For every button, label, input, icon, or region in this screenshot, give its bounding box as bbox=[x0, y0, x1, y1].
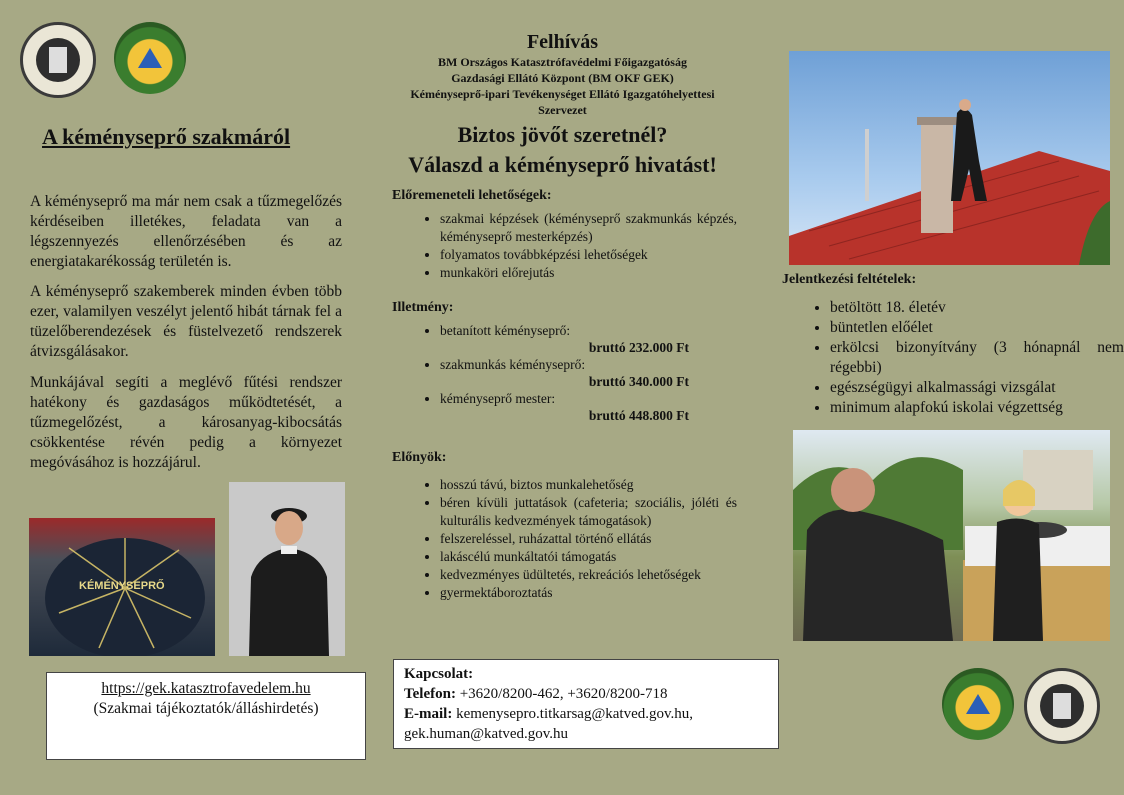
website-box bbox=[46, 672, 366, 760]
contact-box bbox=[393, 659, 779, 749]
salary-section bbox=[392, 300, 737, 424]
email-value-1[interactable]: kemenysepro.titkarsag@katved.gov.hu, bbox=[452, 706, 694, 722]
left-paragraph-2: A kéményseprő szakemberek minden évben több ezer, valamilyen veszélyt jelentő hibát tárnak fel a tüzelőberendezések és füstelvezető rendszerek átvizsgálásakor. bbox=[30, 283, 342, 360]
headline-1: Biztos jövőt szeretnél? bbox=[457, 122, 668, 147]
salary-amount: bruttó 340.000 Ft bbox=[588, 374, 689, 389]
list-item: • egészségügyi alkalmassági vizsgálat bbox=[830, 378, 1124, 398]
list-item: • gyermektáboroztatás bbox=[440, 584, 737, 602]
advancement-title: Előremeneteli lehetőségek: bbox=[392, 188, 552, 203]
website-note: (Szakmai tájékoztatók/álláshirdetés) bbox=[93, 700, 319, 717]
list-item: • betöltött 18. életév bbox=[830, 298, 1124, 318]
email-label: E-mail: bbox=[404, 706, 453, 722]
jacket-photo bbox=[29, 518, 215, 656]
list-item: • szakmai képzések (kéményseprő szakmunkás képzés, kéményseprő mesterképzés) bbox=[440, 210, 737, 246]
list-item: • büntetlen előélet bbox=[830, 318, 1124, 338]
org-line-4: Szervezet bbox=[538, 103, 587, 117]
list-item: • erkölcsi bizonyítvány (3 hónapnál nem régebbi) bbox=[830, 338, 1124, 378]
salary-amount: bruttó 232.000 Ft bbox=[588, 340, 689, 355]
salary-role: • kéményseprő mester: bbox=[440, 390, 737, 408]
gek-logo-top bbox=[20, 22, 96, 98]
salary-amount: bruttó 448.800 Ft bbox=[588, 408, 689, 423]
disaster-management-emblem-top bbox=[114, 22, 186, 94]
salary-role: • szakmunkás kéményseprő: bbox=[440, 356, 737, 374]
org-line-1: BM Országos Katasztrófavédelmi Főigazgatóság bbox=[438, 55, 687, 69]
chimney-sweep-portrait-photo bbox=[229, 482, 345, 656]
list-item: • folyamatos továbbképzési lehetőségek bbox=[440, 246, 737, 264]
triangle-icon bbox=[966, 694, 990, 714]
contact-title: Kapcsolat: bbox=[404, 666, 474, 682]
requirements-list bbox=[782, 298, 1124, 418]
website-link[interactable]: https://gek.katasztrofavedelem.hu bbox=[101, 680, 311, 697]
phone-value[interactable]: +3620/8200-462, +3620/8200-718 bbox=[455, 686, 668, 702]
list-item: • kedvezményes üdültetés, rekreációs lehetőségek bbox=[440, 566, 737, 584]
roof-chimney-photo bbox=[789, 51, 1110, 265]
left-paragraph-3: Munkájával segíti a meglévő fűtési rendszer hatékony és gazdaságos működtetését, a tűzmegelőzést, a károsanyag-kibocsátás csökkentése révén pedig a környezet megóvásához is hozzájárul. bbox=[30, 374, 342, 471]
triangle-icon bbox=[138, 48, 162, 68]
headline-2: Válaszd a kéményseprő hivatást! bbox=[408, 152, 717, 177]
org-line-2: Gazdasági Ellátó Központ (BM OKF GEK) bbox=[451, 71, 674, 85]
salary-role: • betanított kéményseprő: bbox=[440, 322, 737, 340]
list-item: • hosszú távú, biztos munkalehetőség bbox=[440, 476, 737, 494]
list-item: • felszereléssel, ruházattal történő ellátás bbox=[440, 530, 737, 548]
list-item: • béren kívüli juttatások (cafeteria; szociális, jóléti és kulturális kedvezmények támogatások) bbox=[440, 494, 737, 530]
org-line-3: Kéményseprő-ipari Tevékenységet Ellátó Igazgatóhelyettesi bbox=[410, 87, 715, 101]
list-item: • lakáscélú munkáltatói támogatás bbox=[440, 548, 737, 566]
requirements-title: Jelentkezési feltételek: bbox=[782, 272, 917, 287]
inspection-photo bbox=[793, 430, 1110, 641]
list-item: • munkaköri előrejutás bbox=[440, 264, 737, 282]
list-item: • minimum alapfokú iskolai végzettség bbox=[830, 398, 1124, 418]
advancement-section bbox=[392, 188, 737, 282]
salary-title: Illetmény: bbox=[392, 300, 454, 315]
phone-label: Telefon: bbox=[404, 686, 456, 702]
left-title: A kéményseprő szakmáról bbox=[42, 124, 291, 149]
call-header bbox=[385, 30, 740, 180]
disaster-management-emblem-bottom bbox=[942, 668, 1014, 740]
gek-logo-bottom bbox=[1024, 668, 1100, 744]
left-paragraph-1: A kéményseprő ma már nem csak a tűzmegelőzés kérdéseiben illetékes, feladata van a légszennyezés ellenőrzésében és az energiatakarékosság területén is. bbox=[30, 193, 342, 270]
jacket-text: KÉMÉNYSEPRŐ bbox=[79, 580, 165, 592]
benefits-section bbox=[392, 450, 737, 602]
benefits-title: Előnyök: bbox=[392, 450, 447, 465]
felhivas-title: Felhívás bbox=[526, 31, 599, 53]
chimney-emblem-icon bbox=[36, 38, 80, 82]
email-value-2[interactable]: gek.human@katved.gov.hu bbox=[404, 726, 569, 742]
chimney-emblem-icon bbox=[1040, 684, 1084, 728]
